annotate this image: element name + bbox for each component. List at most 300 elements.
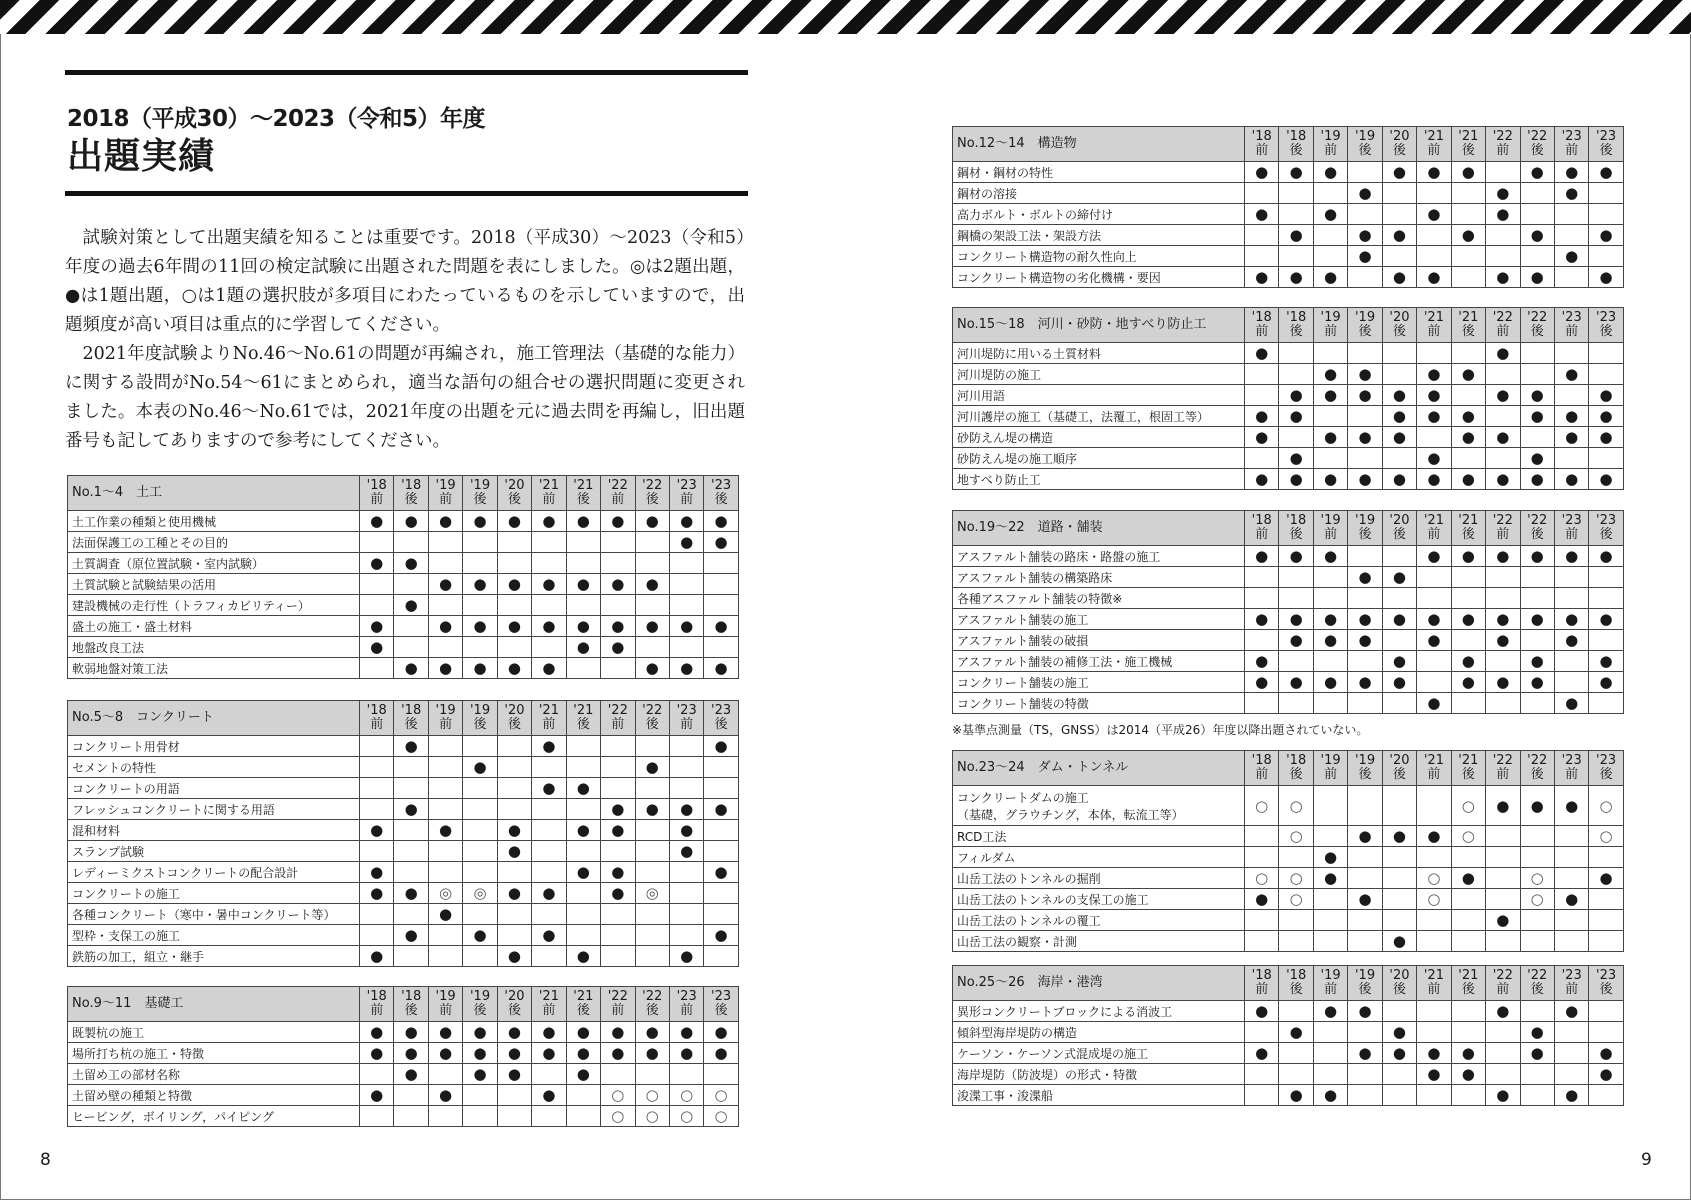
row-label-text: コンクリート用骨材 [72,739,180,754]
empty-cell [601,925,635,946]
row-label [68,862,360,883]
filled-circle-mark: ● [360,820,394,841]
row-label [68,1106,360,1127]
empty-cell [428,1106,462,1127]
filled-circle-mark: ● [566,1043,600,1064]
empty-cell [1313,406,1347,427]
filled-circle-mark: ● [635,616,669,637]
column-year: '23 [1561,968,1582,983]
filled-circle-mark: ● [497,1022,531,1043]
column-header [1589,511,1623,546]
filled-circle-mark: ● [601,511,635,532]
empty-cell [428,862,462,883]
empty-cell [601,553,635,574]
column-header [1245,511,1279,546]
empty-cell [428,757,462,778]
column-year: '23 [711,478,732,493]
column-header [1554,751,1588,786]
row-label-text: 地盤改良工法 [72,640,145,655]
filled-circle-mark: ● [532,736,566,757]
filled-circle-mark: ● [1520,651,1554,672]
row-label [68,574,360,595]
empty-cell [394,946,428,967]
row-label [68,904,360,925]
column-header [1589,966,1623,1001]
row-label [953,826,1245,847]
empty-cell [1554,910,1588,931]
open-circle-mark: ○ [669,1085,703,1106]
column-year: '18 [1286,753,1307,768]
open-circle-mark: ○ [1245,786,1279,826]
filled-circle-mark: ● [1554,630,1588,651]
column-half: 後 [714,717,728,732]
empty-cell [1245,588,1279,609]
empty-cell [1520,588,1554,609]
empty-cell [601,841,635,862]
filled-circle-mark: ● [1245,343,1279,364]
column-header [360,987,394,1022]
filled-circle-mark: ● [497,820,531,841]
empty-cell [1417,225,1451,246]
filled-circle-mark: ● [532,1043,566,1064]
filled-circle-mark: ● [360,511,394,532]
empty-cell [1520,931,1554,952]
column-half: 後 [1358,767,1372,782]
column-half: 前 [542,1003,556,1018]
column-year: '23 [1561,753,1582,768]
column-half: 前 [370,1003,384,1018]
row-label-text: 地すべり防止工 [957,472,1041,487]
column-header [1554,966,1588,1001]
filled-circle-mark: ● [669,511,703,532]
empty-cell [1348,267,1382,288]
column-header [1313,966,1347,1001]
filled-circle-mark: ● [1589,267,1623,288]
column-half: 後 [507,492,521,507]
empty-cell [1451,588,1485,609]
empty-cell [463,862,497,883]
filled-circle-mark: ● [1417,1064,1451,1085]
column-header [1520,127,1554,162]
column-half: 後 [576,492,590,507]
empty-cell [566,532,600,553]
filled-circle-mark: ● [635,1043,669,1064]
empty-cell [1279,1043,1313,1064]
empty-cell [566,757,600,778]
column-half: 後 [1392,767,1406,782]
empty-cell [635,1064,669,1085]
column-header [497,701,531,736]
empty-cell [1313,225,1347,246]
filled-circle-mark: ● [1382,162,1416,183]
empty-cell [1451,385,1485,406]
empty-cell [1486,826,1520,847]
empty-cell [1417,1085,1451,1106]
empty-cell [1520,567,1554,588]
column-header [1486,127,1520,162]
open-circle-mark: ○ [1279,868,1313,889]
column-year: '18 [366,703,387,718]
empty-cell [1348,910,1382,931]
filled-circle-mark: ● [1279,225,1313,246]
empty-cell [1554,267,1588,288]
filled-circle-mark: ● [394,1043,428,1064]
column-year: '22 [642,703,663,718]
empty-cell [1554,204,1588,225]
table-row [68,904,739,925]
row-label [953,364,1245,385]
filled-circle-mark: ● [1589,162,1623,183]
column-half: 前 [1427,982,1441,997]
column-header [635,987,669,1022]
column-header [1313,308,1347,343]
table-row [68,820,739,841]
empty-cell [669,553,703,574]
empty-cell [566,904,600,925]
filled-circle-mark: ● [1245,651,1279,672]
filled-circle-mark: ● [1589,406,1623,427]
filled-circle-mark: ● [360,1085,394,1106]
filled-circle-mark: ● [566,1064,600,1085]
empty-cell [497,1085,531,1106]
empty-cell [394,574,428,595]
empty-cell [1382,546,1416,567]
empty-cell [669,862,703,883]
row-label-text: セメントの特性 [72,760,157,775]
empty-cell [1554,567,1588,588]
empty-cell [1520,847,1554,868]
column-year: '19 [1354,310,1376,325]
filled-circle-mark: ● [1417,406,1451,427]
filled-circle-mark: ● [1520,546,1554,567]
table-row [68,658,739,679]
filled-circle-mark: ● [669,841,703,862]
column-header [463,701,497,736]
empty-cell [669,925,703,946]
row-label-text: コンクリートの施工 [72,886,180,901]
filled-circle-mark: ● [1348,889,1382,910]
column-header [1382,308,1416,343]
column-half: 後 [1461,767,1475,782]
filled-circle-mark: ● [1382,267,1416,288]
column-half: 前 [680,1003,694,1018]
empty-cell [1313,931,1347,952]
empty-cell [360,778,394,799]
empty-cell [635,637,669,658]
page-number-left: 8 [40,1150,51,1170]
column-half: 後 [576,1003,590,1018]
column-header [1245,127,1279,162]
column-header [1348,127,1382,162]
column-half: 前 [1427,143,1441,158]
empty-cell [1486,931,1520,952]
row-label [68,1043,360,1064]
empty-cell [1245,225,1279,246]
column-year: '22 [607,478,628,493]
filled-circle-mark: ● [428,1085,462,1106]
empty-cell [532,904,566,925]
empty-cell [704,1064,738,1085]
empty-cell [1451,1001,1485,1022]
column-header [704,987,738,1022]
empty-cell [1451,1085,1485,1106]
filled-circle-mark: ● [463,574,497,595]
empty-cell [1382,183,1416,204]
column-half: 前 [1255,143,1269,158]
column-half: 後 [1599,527,1613,542]
filled-circle-mark: ● [1520,1043,1554,1064]
filled-circle-mark: ● [669,1022,703,1043]
empty-cell [1417,1001,1451,1022]
empty-cell [566,553,600,574]
open-circle-mark: ○ [1245,868,1279,889]
row-label-text: 鉄筋の加工，組立・継手 [72,949,205,964]
column-half: 前 [370,717,384,732]
filled-circle-mark: ● [1313,868,1347,889]
empty-cell [566,595,600,616]
empty-cell [532,595,566,616]
column-header [1245,966,1279,1001]
empty-cell [463,820,497,841]
filled-circle-mark: ● [635,574,669,595]
empty-cell [1382,1001,1416,1022]
empty-cell [1520,693,1554,714]
table-row [953,847,1624,868]
row-label [68,595,360,616]
empty-cell [532,862,566,883]
filled-circle-mark: ● [1279,672,1313,693]
empty-cell [463,532,497,553]
filled-circle-mark: ● [1348,427,1382,448]
column-year: '21 [1423,310,1444,325]
empty-cell [394,841,428,862]
filled-circle-mark: ● [1589,1064,1623,1085]
filled-circle-mark: ● [1417,609,1451,630]
column-year: '21 [538,478,559,493]
empty-cell [1313,786,1347,826]
filled-circle-mark: ● [1486,469,1520,490]
column-half: 前 [439,717,453,732]
empty-cell [1589,1001,1623,1022]
empty-cell [1348,588,1382,609]
empty-cell [566,799,600,820]
empty-cell [1520,183,1554,204]
column-header [1417,751,1451,786]
empty-cell [1417,588,1451,609]
column-half: 後 [645,1003,659,1018]
filled-circle-mark: ● [1382,406,1416,427]
empty-cell [601,778,635,799]
column-header [1486,751,1520,786]
column-header [1382,751,1416,786]
filled-circle-mark: ● [1313,630,1347,651]
empty-cell [428,637,462,658]
row-label [953,183,1245,204]
empty-cell [1589,630,1623,651]
empty-cell [1451,910,1485,931]
column-year: '22 [1492,968,1513,983]
column-year: '19 [1320,310,1341,325]
filled-circle-mark: ● [1554,183,1588,204]
row-label-text: アスファルト舗装の補修工法・施工機械 [957,654,1173,669]
column-header [394,476,428,511]
empty-cell [566,1106,600,1127]
row-label-text: RCD工法 [957,829,1007,844]
empty-cell [635,820,669,841]
column-header [1313,751,1347,786]
column-header [394,987,428,1022]
row-label [68,637,360,658]
column-year: '18 [366,989,387,1004]
empty-cell [1382,364,1416,385]
column-header [566,987,600,1022]
column-header [566,701,600,736]
empty-cell [1451,931,1485,952]
empty-cell [1382,786,1416,826]
row-label-text: 山岳工法の観察・計測 [957,934,1078,949]
filled-circle-mark: ● [566,574,600,595]
filled-circle-mark: ● [704,1043,738,1064]
filled-circle-mark: ● [669,1043,703,1064]
column-half: 後 [1392,527,1406,542]
filled-circle-mark: ● [463,616,497,637]
filled-circle-mark: ● [1486,910,1520,931]
empty-cell [1348,1064,1382,1085]
empty-cell [1486,847,1520,868]
empty-cell [532,637,566,658]
column-half: 後 [1599,324,1613,339]
empty-cell [1245,364,1279,385]
row-label-text: 軟弱地盤対策工法 [72,661,169,676]
empty-cell [1486,651,1520,672]
empty-cell [635,904,669,925]
column-year: '18 [1286,968,1307,983]
empty-cell [1382,343,1416,364]
filled-circle-mark: ● [1520,406,1554,427]
row-label-text: 土質調査（原位置試験・室内試験） [72,556,265,571]
filled-circle-mark: ● [635,511,669,532]
column-half: 前 [1565,324,1579,339]
filled-circle-mark: ● [566,616,600,637]
row-label-text: コンクリートの用語 [72,781,180,796]
filled-circle-mark: ● [1382,385,1416,406]
filled-circle-mark: ● [1382,931,1416,952]
row-label-text: ケーソン・ケーソン式混成堤の施工 [957,1046,1149,1061]
empty-cell [635,553,669,574]
empty-cell [1451,267,1485,288]
filled-circle-mark: ● [1279,385,1313,406]
empty-cell [1245,931,1279,952]
filled-circle-mark: ● [1520,469,1554,490]
empty-cell [1554,1043,1588,1064]
table-row [953,469,1624,490]
column-half: 前 [370,492,384,507]
filled-circle-mark: ● [1554,1001,1588,1022]
filled-circle-mark: ● [1348,567,1382,588]
empty-cell [1554,868,1588,889]
empty-cell [1451,630,1485,651]
filled-circle-mark: ● [1313,267,1347,288]
column-header [1417,308,1451,343]
empty-cell [1348,162,1382,183]
column-header [1279,127,1313,162]
column-year: '23 [1596,968,1617,983]
table-row [68,637,739,658]
filled-circle-mark: ● [1451,469,1485,490]
open-circle-mark: ○ [1279,786,1313,826]
column-header [1589,308,1623,343]
empty-cell [428,553,462,574]
row-label [68,553,360,574]
column-header [1520,751,1554,786]
page-title: 出題実績 [67,136,216,177]
filled-circle-mark: ● [601,616,635,637]
filled-circle-mark: ● [1313,847,1347,868]
column-year: '23 [1596,129,1617,144]
filled-circle-mark: ● [1279,1022,1313,1043]
column-year: '18 [401,478,422,493]
empty-cell [428,1064,462,1085]
filled-circle-mark: ● [497,511,531,532]
column-year: '20 [504,989,525,1004]
filled-circle-mark: ● [1520,672,1554,693]
column-year: '19 [1320,968,1341,983]
table-row [953,427,1624,448]
filled-circle-mark: ● [601,1043,635,1064]
column-half: 後 [1530,143,1544,158]
empty-cell [704,778,738,799]
empty-cell [1417,786,1451,826]
table-row [68,532,739,553]
empty-cell [1589,183,1623,204]
filled-circle-mark: ● [1348,364,1382,385]
column-year: '19 [469,989,491,1004]
empty-cell [704,904,738,925]
column-half: 前 [1565,982,1579,997]
empty-cell [1589,889,1623,910]
row-label [953,1001,1245,1022]
empty-cell [1486,1064,1520,1085]
open-circle-mark: ○ [1279,889,1313,910]
open-circle-mark: ○ [704,1106,738,1127]
empty-cell [1279,343,1313,364]
filled-circle-mark: ● [497,616,531,637]
filled-circle-mark: ● [428,904,462,925]
column-half: 前 [1496,324,1510,339]
empty-cell [428,841,462,862]
filled-circle-mark: ● [497,574,531,595]
empty-cell [1486,246,1520,267]
column-half: 後 [1289,324,1303,339]
column-year: '20 [504,703,525,718]
column-year: '21 [1423,129,1444,144]
filled-circle-mark: ● [1417,630,1451,651]
filled-circle-mark: ● [1486,1085,1520,1106]
row-label [953,630,1245,651]
column-year: '19 [469,478,491,493]
table-row [953,588,1624,609]
row-label-text: コンクリート舗装の施工 [957,675,1089,690]
column-half: 前 [1324,143,1338,158]
table-row [953,183,1624,204]
row-label-text: 山岳工法のトンネルの覆工 [957,913,1101,928]
filled-circle-mark: ● [428,511,462,532]
row-label [953,546,1245,567]
column-half: 前 [542,492,556,507]
empty-cell [704,757,738,778]
column-header [360,701,394,736]
empty-cell [1486,162,1520,183]
